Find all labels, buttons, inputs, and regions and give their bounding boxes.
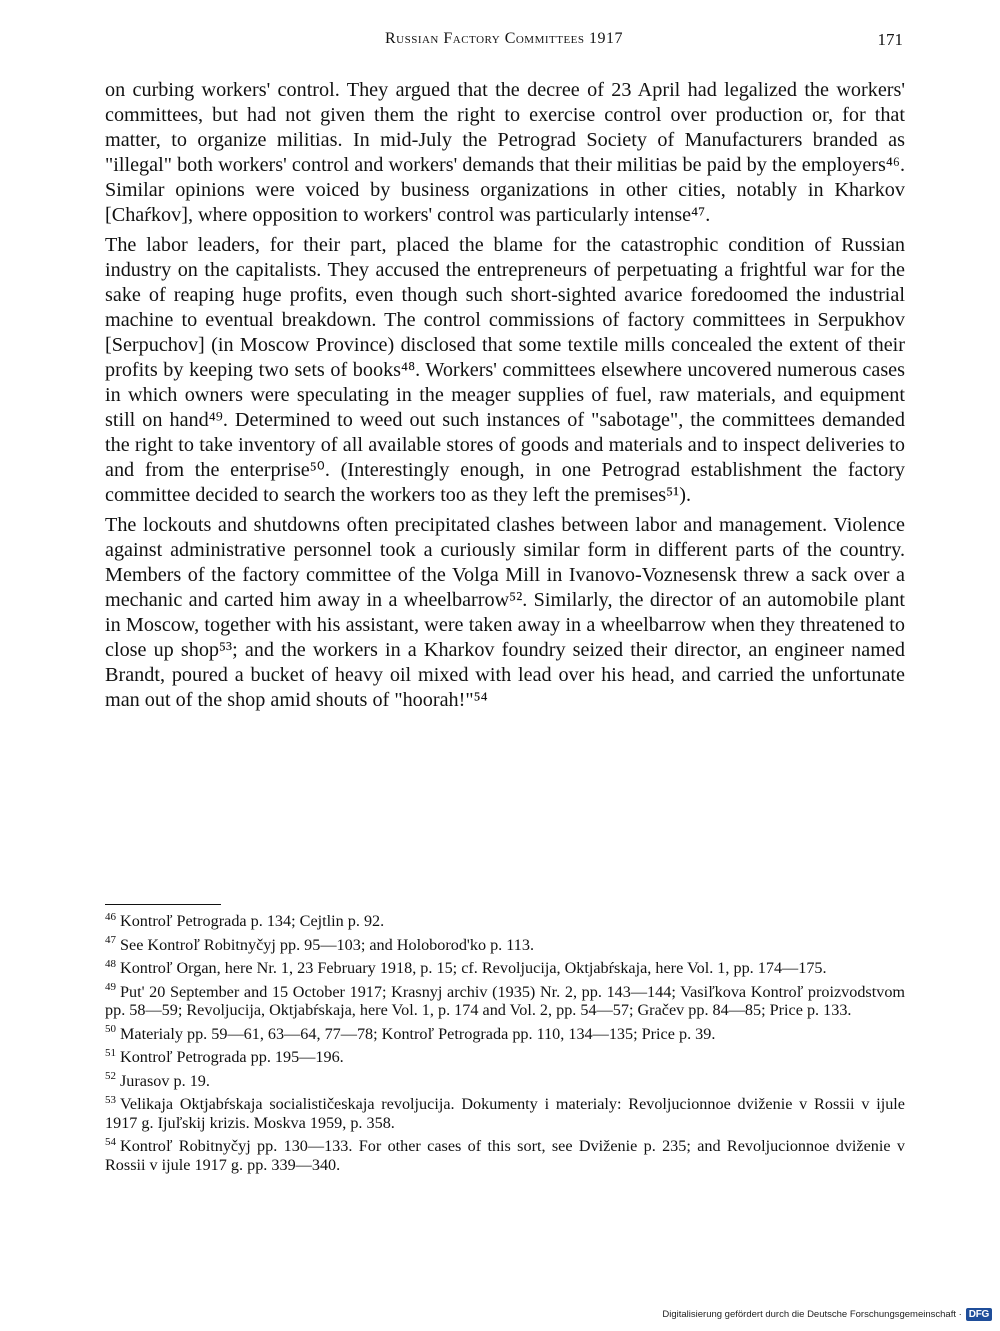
footnote-number: 47 xyxy=(105,934,116,947)
footnote xyxy=(105,1137,905,1174)
footnote xyxy=(105,936,905,955)
footnote-text: Kontroľ Petrograda pp. 195—196. xyxy=(120,1048,344,1066)
footnote-number: 49 xyxy=(105,981,116,994)
footnote xyxy=(105,1025,905,1044)
credit-text: Digitalisierung gefördert durch die Deutsche Forschungsgemeinschaft · xyxy=(662,1308,962,1320)
page-header xyxy=(105,30,903,54)
footnote-number: 48 xyxy=(105,957,116,970)
footnote-number: 46 xyxy=(105,910,116,923)
footnote-number: 52 xyxy=(105,1070,116,1083)
footnote-text: Jurasov p. 19. xyxy=(120,1071,210,1090)
footnote xyxy=(105,1048,905,1067)
footnote-text: Put' 20 September and 15 October 1917; Krasnyj archiv (1935) Nr. 2, pp. 143—144; Vasiľkova Kontroľ proizvodstvom pp. 58—59; Revoljucija, Oktjabŕskaja, here Vol. 1, p. 174 and Vol. 2, pp. 54—57; Gračev pp. 84—85; Price p. 133. xyxy=(105,982,905,1019)
footnote-number: 50 xyxy=(105,1023,116,1036)
footnote xyxy=(105,983,905,1020)
footnote-text: Velikaja Oktjabŕskaja socialističeskaja revoljucija. Dokumenty i materialy: Revoljucionnoe dviženie v Rossii v ijule 1917 g. Ijuľskij krizis. Moskva 1959, p. 358. xyxy=(105,1095,905,1132)
paragraph: The lockouts and shutdowns often precipitated clashes between labor and management. Violence against administrative personnel took a curiously similar form in different parts of the country. Members of the factory committee of the Volga Mill in Ivanovo-Voznesensk threw a sack over a mechanic and carted him away in a wheelbarrow⁵². Similarly, the director of an automobile plant in Moscow, together with his assistant, were taken away in a wheelbarrow when they threatened to close up shop⁵³; and the workers in a Kharkov foundry seized their director, an engineer named Brandt, poured a bucket of heavy oil mixed with lead over his head, and carried the unfortunate man out of the shop amid shouts of "hoorah!"⁵⁴ xyxy=(105,514,905,711)
footnote-text: Materialy pp. 59—61, 63—64, 77—78; Kontroľ Petrograda pp. 110, 134—135; Price p. 39. xyxy=(120,1024,716,1043)
footnote-text: See Kontroľ Robitnyčyj pp. 95—103; and Holoborod'ko p. 113. xyxy=(120,935,534,954)
footnote xyxy=(105,912,905,931)
footnote xyxy=(105,1072,905,1091)
footnote-number: 51 xyxy=(105,1046,116,1059)
footnote-text: Kontroľ Petrograda p. 134; Cejtlin p. 92. xyxy=(120,912,385,930)
paragraph: The labor leaders, for their part, placed the blame for the catastrophic condition of Russian industry on the capitalists. They accused the entrepreneurs of perpetuating a frightful war for the sake of reaping huge profits, even though such short-sighted avarice foredoomed the industrial machine to eventual breakdown. The control commissions of factory committees in Serpukhov [Serpuchov] (in Moscow Province) disclosed that some textile mills concealed the extent of their profits by keeping two sets of books⁴⁸. Workers' committees elsewhere uncovered numerous cases in which owners were speculating in the meager supplies of fuel, raw materials, and equipment still on hand⁴⁹. Determined to weed out such instances of "sabotage", the committees demanded the right to take inventory of all available stores of goods and materials and to inspect deliveries to and from the enterprise⁵⁰. (Interestingly enough, in one Petrograd establishment the factory committee decided to search the workers too as they left the premises⁵¹). xyxy=(105,234,905,506)
dfg-logo: DFG xyxy=(966,1308,992,1321)
digitization-credit xyxy=(662,1305,992,1323)
running-title: Russian Factory Committees 1917 xyxy=(384,30,624,47)
page-number: 171 xyxy=(877,30,903,49)
footnote-text: Kontroľ Robitnyčyj pp. 130—133. For other cases of this sort, see Dviženie p. 235; and Revoljucionnoe dviženie v Rossii v ijule 1917 g. pp. 339—340. xyxy=(105,1137,905,1174)
footnote-text: Kontroľ Organ, here Nr. 1, 23 February 1918, p. 15; cf. Revoljucija, Oktjabŕskaja, here Vol. 1, pp. 174—175. xyxy=(120,959,827,977)
footnotes xyxy=(105,912,905,1179)
footnote-number: 53 xyxy=(105,1093,116,1106)
footnote-number: 54 xyxy=(105,1135,116,1148)
paragraph: on curbing workers' control. They argued that the decree of 23 April had legalized the workers' committees, but had not given them the right to exercise control over production or, for that matter, to organize militias. In mid-July the Petrograd Society of Manufacturers branded as "illegal" both workers' control and workers' demands that their militias be paid by the employers⁴⁶. Similar opinions were voiced by business organizations in other cities, notably in Kharkov [Chaŕkov], where opposition to workers' control was particularly intense⁴⁷. xyxy=(105,79,905,226)
footnote-divider xyxy=(105,904,221,905)
body-text xyxy=(105,78,905,719)
footnote xyxy=(105,1095,905,1132)
footnote xyxy=(105,959,905,978)
